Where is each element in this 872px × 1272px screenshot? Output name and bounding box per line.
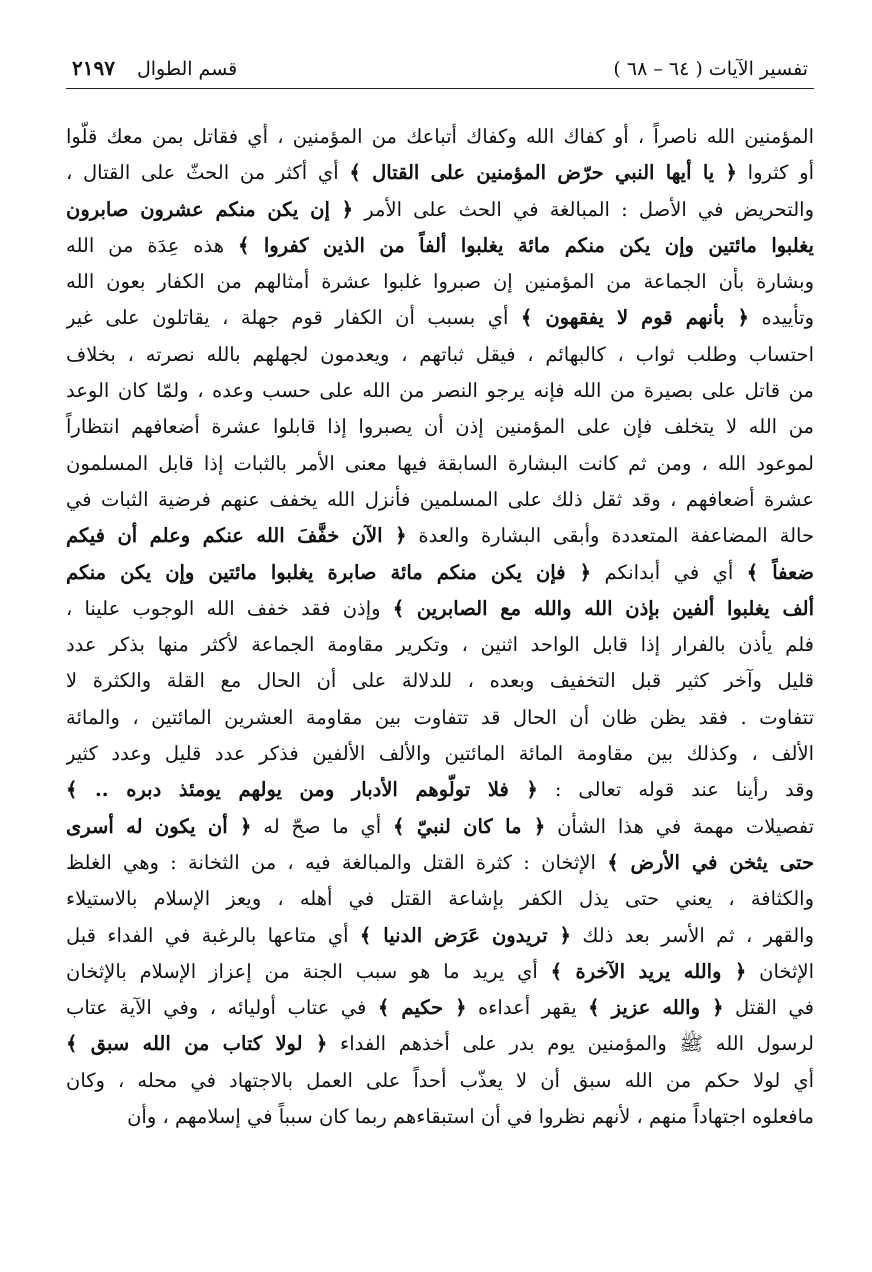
commentary-text: أي ما صحّ له bbox=[251, 814, 394, 838]
book-page bbox=[66, 56, 814, 1135]
commentary-text: لموعود الله ، ومن ثم كانت البشارة السابقة فيها معنى الأمر بالثبات إذا قابل المسلمون bbox=[66, 451, 814, 475]
commentary-text: والكثافة ، يعني حتى يذل الكفر بإشاعة القتل في أهله ، ويعز الإسلام بالاستيلاء bbox=[66, 887, 814, 911]
quran-verse: ﴿ والله عزيز ﴾ bbox=[588, 996, 724, 1020]
commentary-text: وتأييده bbox=[748, 306, 814, 330]
quran-verse: ﴿ فإن يكن منكم مائة صابرة يغلبوا مائتين وإن يكن منكم bbox=[66, 560, 592, 584]
commentary-text: أي في أبدانكم bbox=[591, 560, 747, 584]
quran-verse: ضعفاً ﴾ bbox=[746, 560, 814, 584]
commentary-text: من الله لا يتخلف فإن على المؤمنين إذن أن يصبروا إذا قابلوا عشرة أضعافهم انتظاراً bbox=[66, 415, 814, 439]
text-line bbox=[66, 700, 814, 736]
text-line bbox=[66, 482, 814, 518]
commentary-text: المؤمنين الله ناصراً ، أو كفاك الله وكفاك أتباعك من المؤمنين ، أي فقاتل بمن معك قلّوا bbox=[66, 125, 814, 148]
commentary-text: لرسول الله ﷺ والمؤمنين يوم بدر على أخذهم الفداء bbox=[327, 1032, 814, 1056]
quran-verse: ﴿ والله يريد الآخرة ﴾ bbox=[550, 959, 747, 983]
commentary-text: تفصيلات مهمة في هذا الشأن bbox=[545, 814, 814, 838]
commentary-text: تتفاوت . فقد يظن ظان أن الحال قد تتفاوت بين مقاومة العشرين المائتين ، والمائة bbox=[66, 705, 814, 729]
page-number: ٢١٩٧ bbox=[72, 56, 115, 80]
text-line bbox=[66, 518, 814, 554]
quran-verse: ألف يغلبوا ألفين بإذن الله والله مع الصابرين ﴾ bbox=[392, 596, 814, 620]
commentary-text: الإثخان : كثرة القتل والمبالغة فيه ، من الثخانة : وهي الغلظ bbox=[66, 850, 608, 874]
quran-verse: ﴿ إن يكن منكم عشرون صابرون bbox=[66, 197, 354, 221]
commentary-text: قليل وآخر كثير قبل التخفيف وبعده ، للدلالة على أن الحال مع القلة والكثرة لا bbox=[66, 669, 814, 693]
commentary-text: أي لولا حكم من الله سبق أن لا يعذّب أحداً على العمل بالاجتهاد في محله ، وكان bbox=[66, 1068, 814, 1092]
text-line bbox=[66, 881, 814, 917]
quran-verse: حتى يثخن في الأرض ﴾ bbox=[607, 850, 814, 874]
text-line bbox=[66, 990, 814, 1026]
commentary-text: أو كثروا bbox=[736, 161, 814, 185]
commentary-text: يقهر أعداءه bbox=[466, 996, 589, 1020]
commentary-text: مافعلوه اجتهاداً منهم ، لأنهم نظروا في أن استبقاءهم ربما كان سبباً في إسلامهم ، وأن bbox=[127, 1105, 814, 1129]
text-line bbox=[66, 264, 814, 300]
commentary-text: والتحريض في الأصل : المبالغة في الحث على الأمر bbox=[353, 197, 814, 221]
quran-verse: ﴿ أن يكون له أسرى bbox=[66, 814, 252, 838]
body-text bbox=[66, 119, 814, 1135]
text-line bbox=[66, 409, 814, 445]
header-left-group bbox=[72, 56, 237, 81]
text-line bbox=[66, 736, 814, 772]
quran-verse: ﴿ فلا تولّوهم الأدبار ومن يولهم يومئذ دبره .. ﴾ bbox=[66, 778, 538, 802]
commentary-text: وقد رأينا عند قوله تعالى : bbox=[537, 778, 814, 802]
text-line bbox=[66, 337, 814, 373]
text-line bbox=[66, 772, 814, 808]
text-line bbox=[66, 663, 814, 699]
text-line bbox=[66, 591, 814, 627]
commentary-text: في القتل bbox=[723, 996, 814, 1020]
commentary-text: احتساب وطلب ثواب ، كالبهائم ، فيقل ثباتهم ، ويعدمون لجهلهم بالله نصرته ، بخلاف bbox=[66, 342, 814, 366]
commentary-text: وبشارة بأن الجماعة من المؤمنين إن صبروا غلبوا عشرة أمثالهم من الكفار بعون الله bbox=[66, 270, 814, 294]
text-line bbox=[66, 1099, 814, 1135]
section-name: قسم الطوال bbox=[136, 58, 238, 80]
text-line bbox=[66, 446, 814, 482]
text-line bbox=[66, 845, 814, 881]
quran-verse: ﴿ لولا كتاب من الله سبق ﴾ bbox=[66, 1032, 328, 1056]
text-line bbox=[66, 918, 814, 954]
text-line bbox=[66, 155, 814, 191]
commentary-text: وإذن فقد خفف الله الوجوب علينا ، bbox=[66, 596, 393, 620]
commentary-text: أي أكثر من الحثّ على القتال ، bbox=[66, 161, 350, 185]
text-line bbox=[66, 300, 814, 336]
commentary-text: الإثخان bbox=[746, 959, 814, 983]
commentary-text: من قاتل على بصيرة من الله فإنه يرجو النصر من الله على حسب وعده ، ولمّا كان الوعد bbox=[66, 379, 814, 403]
commentary-text: عشرة أضعافهم ، وقد ثقل ذلك على المسلمين فأنزل الله يخفف عنهم فرضية الثبات في bbox=[66, 487, 814, 511]
quran-verse: ﴿ تريدون عَرَض الدنيا ﴾ bbox=[359, 923, 571, 947]
running-header bbox=[66, 56, 814, 89]
commentary-text: والقهر ، ثم الأسر بعد ذلك bbox=[570, 923, 814, 947]
text-line bbox=[66, 1063, 814, 1099]
quran-verse: ﴿ يا أيها النبي حرّض المؤمنين على القتال ﴾ bbox=[349, 161, 737, 185]
quran-verse: ﴿ الآن خفَّفَ الله عنكم وعلم أن فيكم bbox=[66, 524, 407, 548]
text-line bbox=[66, 555, 814, 591]
commentary-text: في عتاب أوليائه ، وفي الآية عتاب bbox=[66, 996, 378, 1020]
quran-verse: ﴿ بأنهم قوم لا يفقهون ﴾ bbox=[520, 306, 749, 330]
text-line bbox=[66, 809, 814, 845]
commentary-text: هذه عِدَة من الله bbox=[66, 233, 238, 257]
commentary-text: أي يريد ما هو سبب الجنة من إعزاز الإسلام بالإثخان bbox=[66, 959, 551, 983]
quran-verse: يغلبوا مائتين وإن يكن منكم مائة يغلبوا ألفاً من الذين كفروا ﴾ bbox=[237, 233, 814, 257]
text-line bbox=[66, 228, 814, 264]
commentary-text: أي متاعها بالرغبة في الفداء قبل bbox=[66, 923, 360, 947]
text-line bbox=[66, 1026, 814, 1062]
commentary-text: أي بسبب أن الكفار قوم جهلة ، يقاتلون على غير bbox=[66, 306, 521, 330]
commentary-text: حالة المضاعفة المتعددة وأبقى البشارة والعدة bbox=[406, 524, 814, 548]
chapter-title: تفسير الآيات ( ٦٤ – ٦٨ ) bbox=[613, 58, 808, 80]
text-line bbox=[66, 119, 814, 155]
commentary-text: الألف ، وكذلك بين مقاومة المائة المائتين والألف الألفين فذكر عدد قليل وعدد كثير bbox=[66, 742, 814, 766]
quran-verse: ﴿ حكيم ﴾ bbox=[377, 996, 467, 1020]
text-line bbox=[66, 192, 814, 228]
text-line bbox=[66, 954, 814, 990]
commentary-text: فلم يأذن بالفرار إذا قابل الواحد اثنين ، وتكرير مقاومة الجماعة لأكثر منها بذكر عدد bbox=[66, 633, 814, 657]
text-line bbox=[66, 373, 814, 409]
text-line bbox=[66, 627, 814, 663]
quran-verse: ﴿ ما كان لنبيّ ﴾ bbox=[393, 814, 546, 838]
